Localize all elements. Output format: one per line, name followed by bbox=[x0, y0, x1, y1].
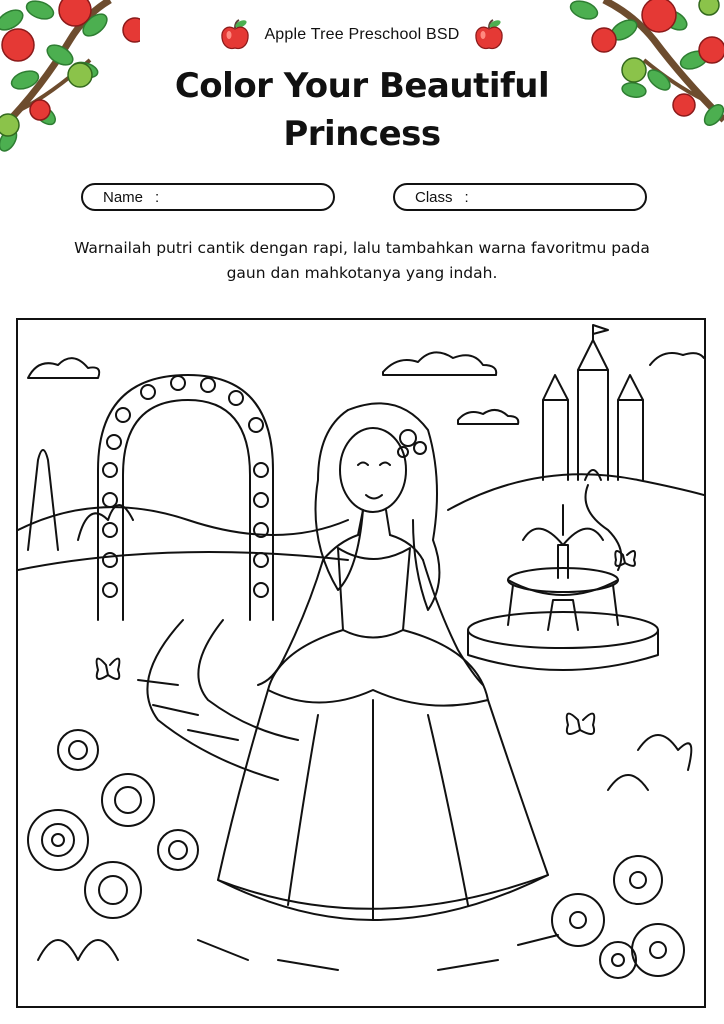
coloring-frame bbox=[16, 318, 706, 1008]
page-title: Color Your Beautiful Princess bbox=[174, 66, 550, 154]
name-label: Name bbox=[103, 188, 144, 206]
apple-icon bbox=[220, 19, 250, 51]
class-separator: : bbox=[464, 188, 469, 206]
name-field[interactable] bbox=[81, 183, 335, 211]
class-field[interactable] bbox=[393, 183, 647, 211]
school-header bbox=[0, 18, 724, 52]
class-label: Class bbox=[415, 188, 453, 206]
name-separator: : bbox=[155, 188, 160, 206]
princess-coloring-illustration bbox=[18, 320, 704, 1006]
school-name: Apple Tree Preschool BSD bbox=[264, 26, 460, 43]
apple-icon bbox=[474, 19, 504, 51]
instructions-text: Warnailah putri cantik dengan rapi, lalu tambahkan warna favoritmu pada gaun dan mahkotanya yang indah. bbox=[74, 239, 650, 282]
